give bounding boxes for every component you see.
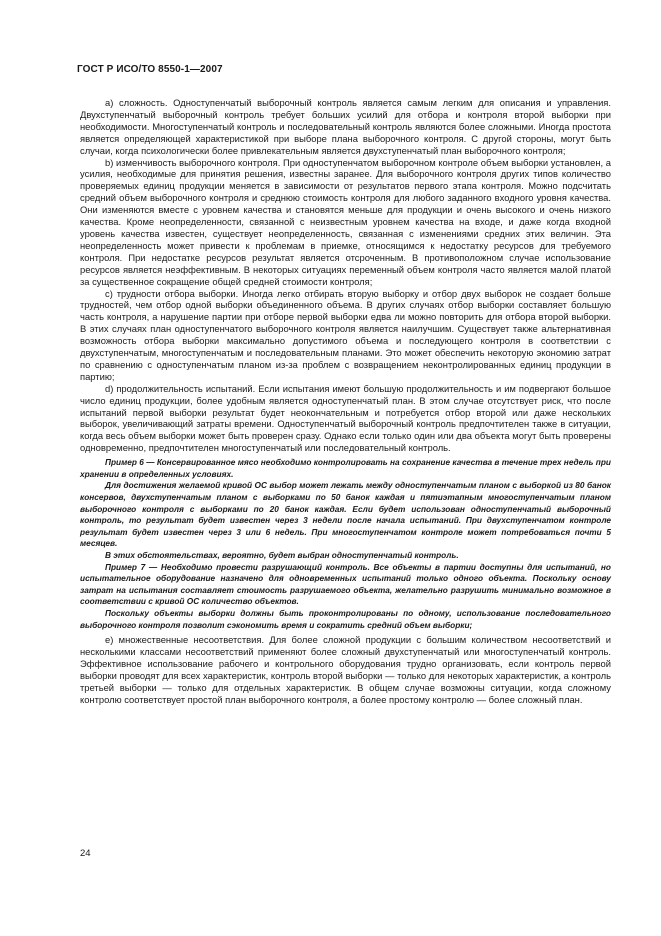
example-6-title: Пример 6 — Консервированное мясо необходимо контролировать на сохранение качества в течение трех недель при хранении в определенных условиях. [80, 457, 611, 479]
paragraph-complexity: а) сложность. Одноступенчатый выборочный контроль является самым легким для описания и управления. Двухступенчатый выборочный контроль требует больших усилий для отбора и контроля второй выборки при необходимости. Многоступенчатый контроль и последовательный контроль являются более сложными. Иногда простота является определяющей характеристикой при выборе плана выборочного контроля. С другой стороны, могут быть случаи, когда психологически более привлекательным является двухступенчатый план выборочного контроля; [80, 97, 611, 156]
page-body [80, 97, 611, 706]
example-6-body: Для достижения желаемой кривой ОС выбор может лежать между одноступенчатым планом с выборкой из 80 банок консервов, двухступенчатым планом с выборками по 50 банок каждая и пятиэтапным многоступенчатым планом выборочного контроля с выборками по 20 банок каждая. Если будет использован одноступенчатый выборочный контроль, то результат будет известен через 3 недели после начала испытаний. При двухступенчатом контроле результат будет известен через 3 или 6 недель. При многоступенчатом контроле может потребоваться почти 5 месяцев. [80, 480, 611, 549]
example-7-conclusion: Поскольку объекты выборки должны быть проконтролированы по одному, использование последовательного выборочного контроля позволит сэкономить время и сократить средний объем выборки; [80, 607, 611, 630]
paragraph-sampling-difficulty: с) трудности отбора выборки. Иногда легко отбирать вторую выборку и отбор двух выборок не создает больше трудностей, чем отбор одной выборки объединенного объема. В других случаях отбор выборки составляет большую часть контроля, а нарушение партии при отборе первой выборки едва ли можно повторить для отбора второй выборки. В этих случаях план одноступенчатого выборочного контроля является наилучшим. Существует также альтернативная возможность отбора выборки максимально допустимого объема и последующего контроля в соответствии с двухступенчатым, многоступенчатым и последовательным планами. Это может обеспечить некоторую экономию затрат по сравнению с одноступенчатым планом из-за проблем с возвращением неконтролированных единиц продукции в партию; [80, 287, 611, 382]
standard-header: ГОСТ Р ИСО/ТО 8550-1—2007 [77, 64, 223, 75]
example-7-title: Пример 7 — Необходимо провести разрушающий контроль. Все объекты в партии доступны для испытаний, но испытательное оборудование назначено для одновременных испытаний только одного объекта. Поскольку основу затрат на испытания составляет стоимость разрушаемого объекта, желательно разрушить минимально возможное в соответствии с кривой ОС количество объектов. [80, 561, 611, 607]
paragraph-multiple-nonconformities: е) множественные несоответствия. Для более сложной продукции с большим количеством несоответствий и несколькими классами несоответствий применяют более сложный двухступенчатый или многоступенчатый контроль. Эффективное использование рабочего и контрольного оборудования трудно организовать, если контроль первой выборки проводят для всех характеристик, контроль второй выборки — только для некоторых характеристик, а контроль третьей выборки — только для отдельных характеристик. В общем случае возможны ситуации, когда сложному контролю соответствует простой план выборочного контроля, а более простому контролю — более сложный план. [80, 634, 611, 705]
example-6-conclusion: В этих обстоятельствах, вероятно, будет выбран одноступенчатый контроль. [105, 549, 459, 560]
paragraph-variability: b) изменчивость выборочного контроля. При одноступенчатом выборочном контроле объем выборки установлен, а усилия, необходимые для принятия решения, известны заранее. Для выборочного контроля других типов количество проверяемых единиц продукции меняется в зависимости от результатов первого этапа контроля. Можно подсчитать средний объем выборочного контроля и среднюю стоимость контроля для любого заданного входного уровня качества. Они изменяются вместе с уровнем качества и становятся меньше для продукции и очень высокого и очень низкого качества. Кроме неопределенности, связанной с неизвестным уровнем качества на входе, и даже когда входной уровень качества известен, существует неопределенность, связанная с изменениями средних этих величин. Эта неопределенность может привести к проблемам в приемке, относящимся к недостатку ресурсов для требуемого контроля. При недостатке ресурсов результат является отсроченным. В противоположном случае использование ресурсов является неэффективным. В некоторых ситуациях переменный объем контроля часто является малой платой за существенное сокращение общей средней стоимости контроля; [80, 156, 611, 287]
paragraph-test-duration: d) продолжительность испытаний. Если испытания имеют большую продолжительность и им подвергают большое число единиц продукции, более удобным является одноступенчатый план. В этом случае отсутствует риск, что после испытаний первой выборки результат будет неокончательным и потребуется отбор второй или даже нескольких выборок, увеличивающий затраты времени. Одноступенчатый выборочный контроль предпочтителен также в ситуации, когда весь объем выборки может быть проверен сразу. Однако если только один или два объекта могут быть проверены одновременно, предпочтителен многоступенчатый или последовательный контроль. [80, 382, 611, 454]
page-number: 24 [80, 848, 91, 859]
